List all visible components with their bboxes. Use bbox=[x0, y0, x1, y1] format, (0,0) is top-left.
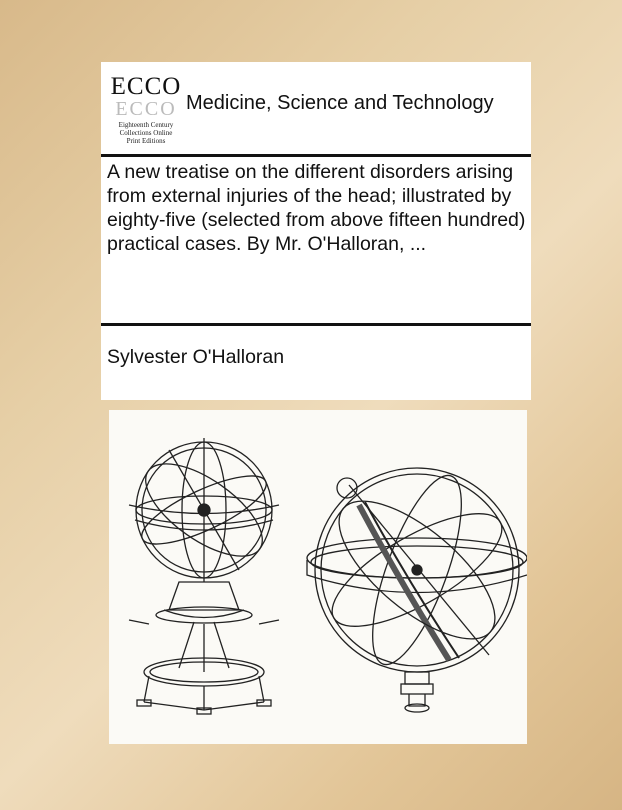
logo-caption-line: Collections Online bbox=[119, 129, 173, 137]
logo-caption-line: Eighteenth Century bbox=[118, 121, 174, 129]
divider-top bbox=[101, 154, 531, 157]
ecco-logo bbox=[109, 70, 183, 150]
logo-mark-reflection: ECCO bbox=[115, 98, 177, 120]
cover-panel bbox=[101, 62, 531, 400]
illustration-plate bbox=[109, 410, 527, 744]
book-title: A new treatise on the different disorders arising from external injuries of the head; illustrated by eighty-five (selected from above fifteen hundred) practical cases. By Mr. O'Halloran, ... bbox=[107, 161, 526, 255]
armillary-sphere-icon bbox=[307, 466, 527, 712]
logo-mark: ECCO bbox=[110, 73, 182, 100]
series-title: Medicine, Science and Technology bbox=[186, 92, 494, 114]
series-header bbox=[101, 62, 531, 154]
logo-caption-line: Print Editions bbox=[126, 137, 166, 145]
logo-caption bbox=[109, 121, 183, 145]
armillary-sphere-on-stand-icon bbox=[129, 438, 279, 714]
divider-bottom bbox=[101, 323, 531, 326]
book-author: Sylvester O'Halloran bbox=[107, 346, 285, 368]
